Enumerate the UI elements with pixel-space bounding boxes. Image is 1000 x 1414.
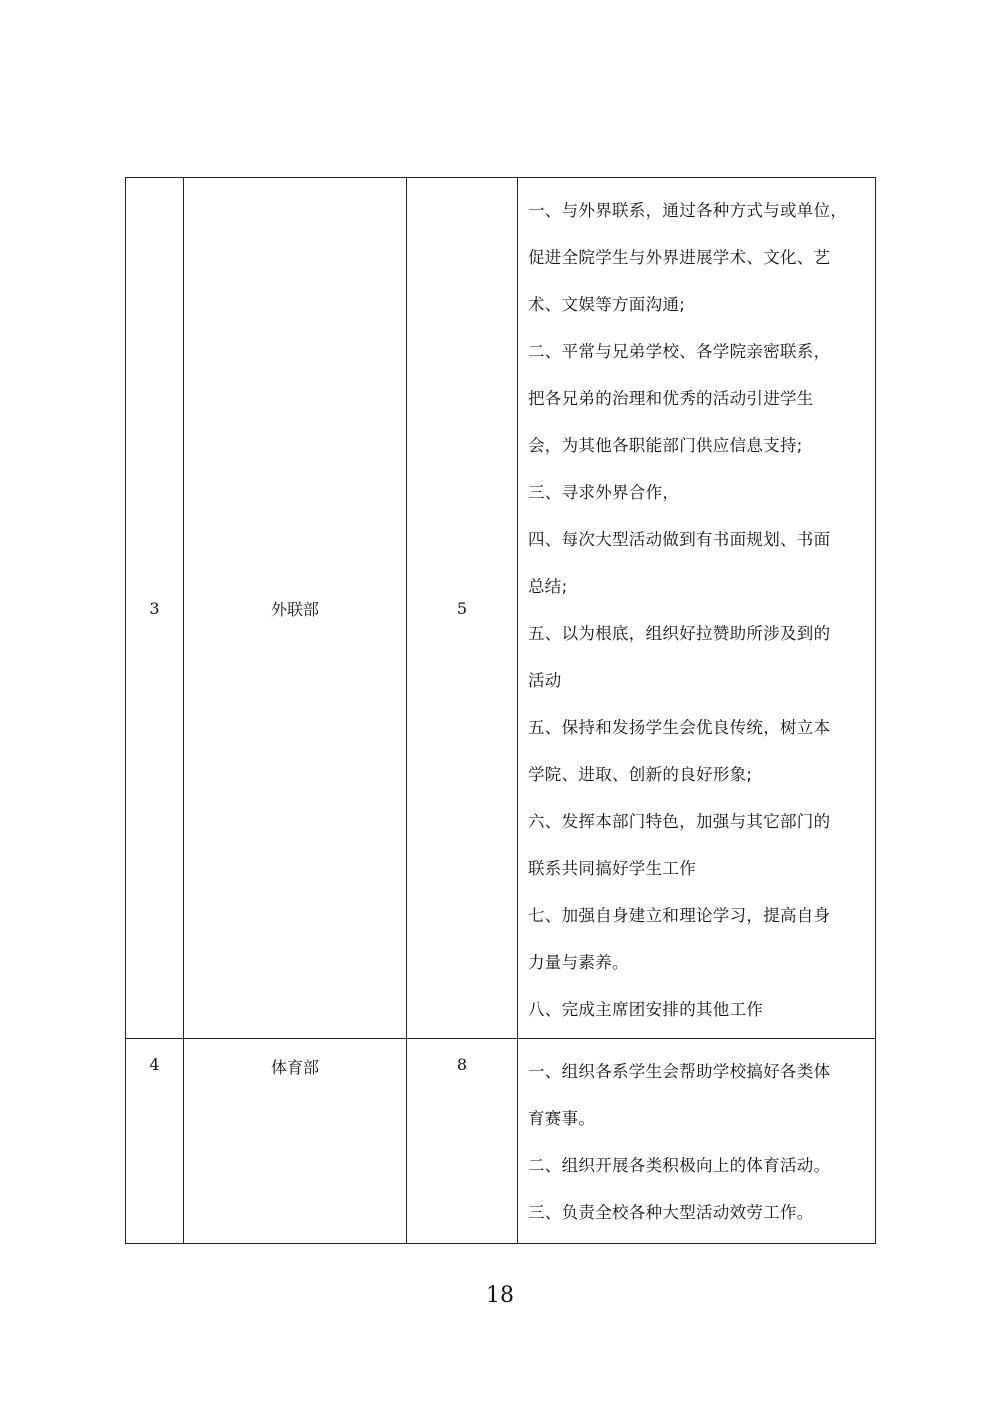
duty-line: 把各兄弟的治理和优秀的活动引进学生: [528, 389, 814, 408]
duty-line: 会，为其他各职能部门供应信息支持;: [528, 436, 803, 455]
duty-line: 五、以为根底，组织好拉赞助所涉及到的: [528, 624, 831, 643]
duty-line: 联系共同搞好学生工作: [528, 859, 696, 878]
row-number: 4: [149, 1055, 160, 1074]
duty-line: 八、完成主席团安排的其他工作: [528, 1000, 764, 1019]
duty-line: 三、负责全校各种大型活动效劳工作。: [528, 1203, 814, 1222]
duty-line: 六、发挥本部门特色，加强与其它部门的: [528, 812, 831, 831]
duty-line: 力量与素养。: [528, 953, 629, 972]
member-count: 5: [456, 598, 468, 618]
duty-line: 三、寻求外界合作，: [528, 483, 680, 502]
duties-cell: [518, 178, 876, 1039]
row-number-cell: [126, 178, 184, 1039]
department-cell: [184, 178, 407, 1039]
department-name: 体育部: [270, 1058, 319, 1077]
duties-cell: [518, 1039, 876, 1244]
duty-line: 四、每次大型活动做到有书面规划、书面: [528, 530, 831, 549]
duty-line: 二、组织开展各类积极向上的体育活动。: [528, 1156, 831, 1175]
duty-line: 一、组织各系学生会帮助学校搞好各类体: [528, 1062, 831, 1081]
duty-line: 一、与外界联系，通过各种方式与或单位，: [528, 201, 848, 220]
department-name: 外联部: [270, 599, 319, 619]
count-cell: [407, 1039, 518, 1244]
duty-line: 七、加强自身建立和理论学习，提高自身: [528, 906, 831, 925]
count-cell: [407, 178, 518, 1039]
duty-line: 总结;: [528, 577, 568, 596]
duty-line: 学院、进取、创新的良好形象;: [528, 765, 753, 784]
duty-line: 术、文娱等方面沟通;: [528, 295, 686, 314]
department-cell: [184, 1039, 407, 1244]
duty-line: 促进全院学生与外界进展学术、文化、艺: [528, 248, 831, 267]
table-row: [126, 1039, 876, 1244]
row-number-cell: [126, 1039, 184, 1244]
duty-line: 活动: [528, 671, 562, 690]
row-number: 3: [149, 598, 160, 618]
page-number: 18: [486, 1283, 514, 1308]
duty-line: 五、保持和发扬学生会优良传统，树立本: [528, 718, 831, 737]
department-table: [125, 177, 876, 1244]
duty-line: 二、平常与兄弟学校、各学院亲密联系，: [528, 342, 831, 361]
duty-line: 育赛事。: [528, 1109, 596, 1128]
member-count: 8: [456, 1055, 468, 1074]
table-row: [126, 178, 876, 1039]
